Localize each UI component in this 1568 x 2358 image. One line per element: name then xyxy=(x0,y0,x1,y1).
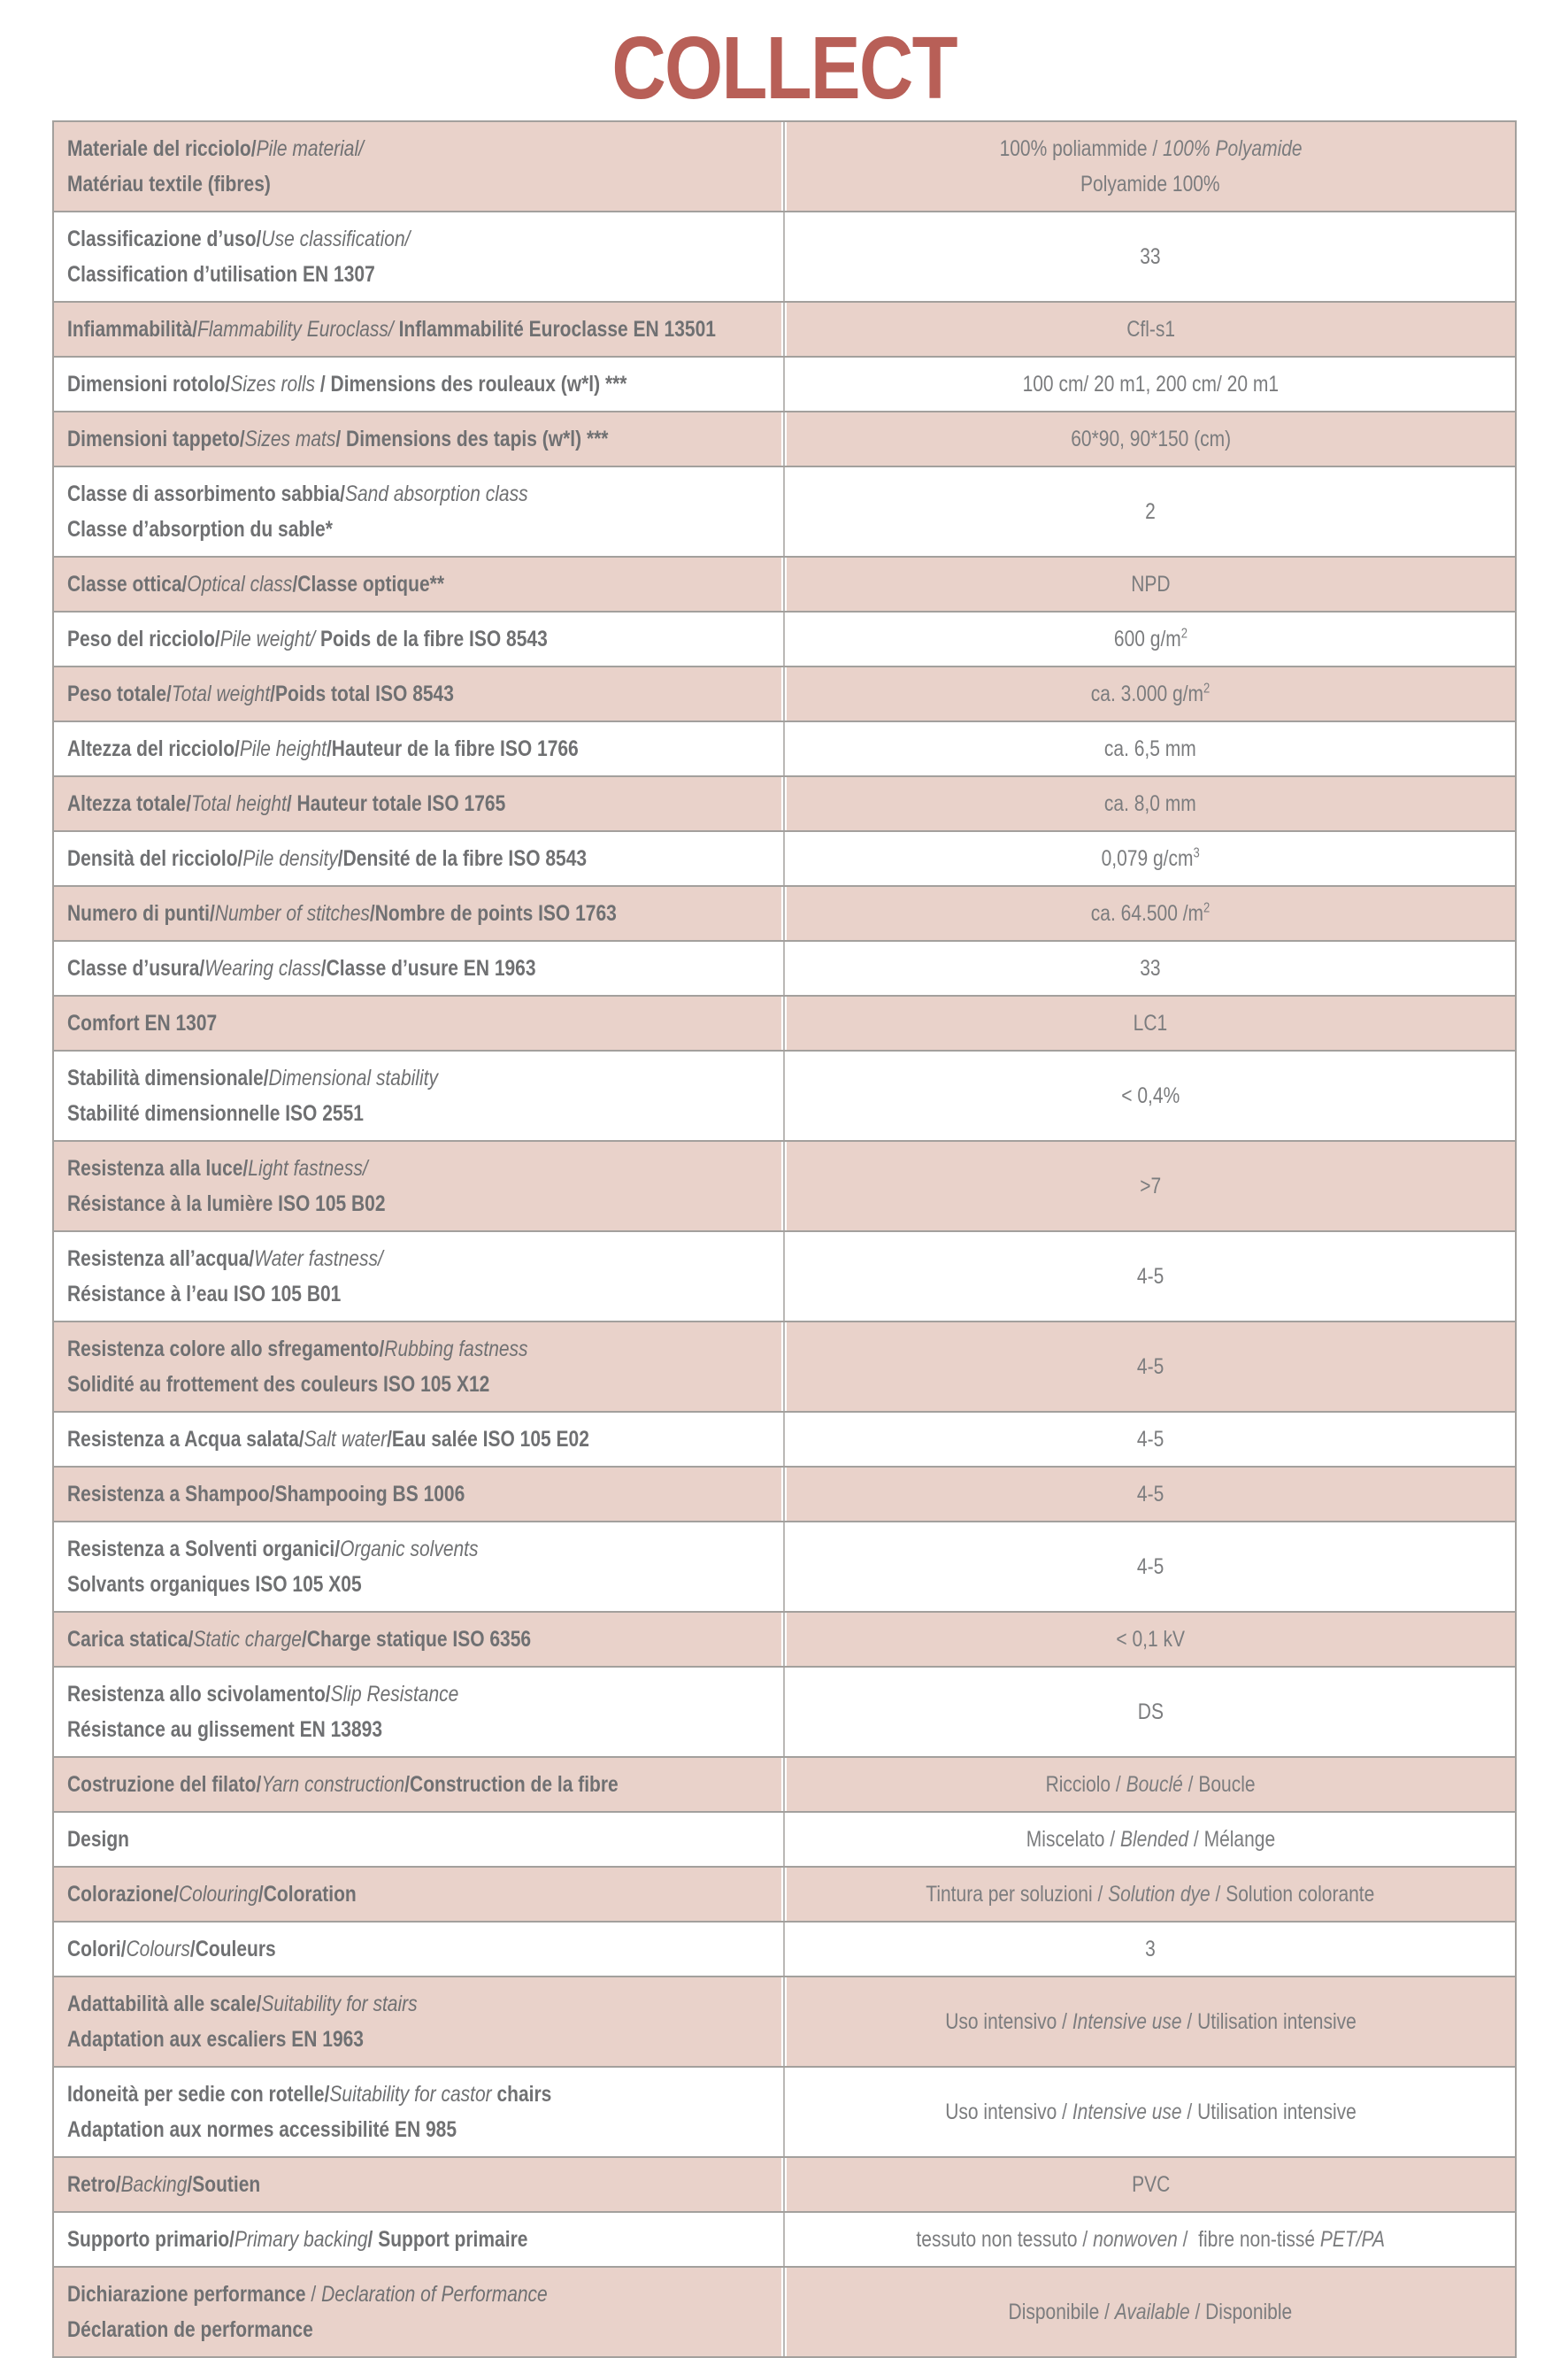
spec-value-cell: ca. 64.500 $/m^2$ xyxy=(787,887,1515,940)
table-row xyxy=(54,212,1515,303)
table-row xyxy=(54,1322,1515,1413)
spec-label-cell: Resistenza a Solventi organici/Organic solvents Solvants organiques ISO 105 X05 xyxy=(66,1537,479,1597)
spec-value-cell: ca. 8,0 mm xyxy=(787,777,1515,830)
spec-value-cell: tessuto non tessuto / nonwoven / fibre non-tissé PET/PA xyxy=(916,2227,1386,2252)
spec-label-cell: Costruzione del filato/Yarn construction/Construction de la fibre xyxy=(54,1758,782,1811)
spec-label-cell: Dichiarazione performance / Declaration of Performance Déclaration de performance xyxy=(54,2268,782,2356)
spec-value-cell: Uso intensivo / Intensive use / Utilisation intensive xyxy=(944,2100,1357,2124)
spec-value-cell: 33 xyxy=(1140,244,1161,269)
spec-value-cell: 100% poliammide / 100% Polyamide Polyamide 100% xyxy=(787,122,1515,211)
table-row xyxy=(54,1413,1515,1468)
spec-value-cell: ca. 6,5 mm xyxy=(1104,736,1197,761)
spec-value-cell: Uso intensivo / Intensive use / Utilisation intensive xyxy=(787,1977,1515,2066)
spec-label-cell: Materiale del ricciolo/Pile material/ Matériau textile (fibres) xyxy=(54,122,782,211)
spec-label-cell: Colorazione/Colouring/Coloration xyxy=(54,1868,782,1921)
table-row xyxy=(54,1052,1515,1142)
spec-label-cell: Altezza del ricciolo/Pile height/Hauteur de la fibre ISO 1766 xyxy=(66,736,579,761)
spec-value-cell: 2 xyxy=(1145,499,1157,524)
spec-value-cell: Disponibile / Available / Disponible xyxy=(787,2268,1515,2356)
spec-label-cell: Carica statica/Static charge/Charge statique ISO 6356 xyxy=(54,1613,782,1666)
table-row xyxy=(54,358,1515,412)
table-row xyxy=(54,2213,1515,2268)
table-row xyxy=(54,887,1515,942)
spec-value-cell: 0,079 $g/cm^3$ xyxy=(1101,845,1200,871)
spec-value-cell: 4-5 xyxy=(1137,1427,1164,1452)
spec-value-cell: >7 xyxy=(787,1142,1515,1230)
table-row xyxy=(54,1668,1515,1758)
spec-value-cell: 60*90, 90*150 (cm) xyxy=(787,412,1515,466)
table-row xyxy=(54,467,1515,558)
spec-label-cell: Densità del ricciolo/Pile density/Densité de la fibre ISO 8543 xyxy=(66,846,587,871)
spec-label-cell: Classificazione d’uso/Use classification/ Classification d’utilisation EN 1307 xyxy=(66,227,410,287)
spec-label-cell: Altezza totale/Total height/ Hauteur totale ISO 1765 xyxy=(54,777,782,830)
spec-label-cell: Stabilità dimensionale/Dimensional stability Stabilité dimensionnelle ISO 2551 xyxy=(66,1066,438,1126)
table-row xyxy=(54,1758,1515,1813)
table-row xyxy=(54,613,1515,667)
table-row xyxy=(54,1232,1515,1322)
spec-value-cell: 3 xyxy=(1145,1937,1157,1961)
spec-value-cell: ca. 3.000 $g/m^2$ xyxy=(787,667,1515,720)
spec-label-cell: Adattabilità alle scale/Suitability for stairs Adaptation aux escaliers EN 1963 xyxy=(54,1977,782,2066)
spec-label-cell: Peso del ricciolo/Pile weight/ Poids de la fibre ISO 8543 xyxy=(66,627,548,651)
table-row xyxy=(54,122,1515,212)
spec-label-cell: Resistenza colore allo sfregamento/Rubbing fastness Solidité au frottement des couleurs ISO 105 X12 xyxy=(54,1322,782,1411)
spec-label-cell: Supporto primario/Primary backing/ Support primaire xyxy=(66,2227,527,2252)
spec-label-cell: Resistenza alla luce/Light fastness/ Résistance à la lumière ISO 105 B02 xyxy=(54,1142,782,1230)
spec-label-cell: Classe ottica/Optical class/Classe optique** xyxy=(54,558,782,611)
spec-label-cell: Dimensioni tappeto/Sizes mats/ Dimensions des tapis (w*l) *** xyxy=(54,412,782,466)
spec-value-cell: 4-5 xyxy=(787,1468,1515,1521)
table-row xyxy=(54,667,1515,722)
spec-label-cell: Idoneità per sedie con rotelle/Suitability for castor chairs Adaptation aux normes accessibilité EN 985 xyxy=(66,2082,551,2142)
spec-value-cell: Cfl-s1 xyxy=(787,303,1515,356)
spec-value-cell: < 0,1 kV xyxy=(787,1613,1515,1666)
spec-value-cell: LC1 xyxy=(787,997,1515,1050)
spec-table xyxy=(52,120,1517,2358)
table-row xyxy=(54,2268,1515,2356)
table-row xyxy=(54,942,1515,997)
spec-value-cell: 4-5 xyxy=(1137,1264,1164,1289)
spec-label-cell: Comfort EN 1307 xyxy=(54,997,782,1050)
spec-label-cell: Peso totale/Total weight/Poids total ISO 8543 xyxy=(54,667,782,720)
spec-label-cell: Resistenza allo scivolamento/Slip Resistance Résistance au glissement EN 13893 xyxy=(66,1682,458,1742)
spec-label-cell: Dimensioni rotolo/Sizes rolls / Dimensions des rouleaux (w*l) *** xyxy=(66,372,626,397)
spec-value-cell: 600 $g/m^2$ xyxy=(1113,626,1188,651)
spec-label-cell: Colori/Colours/Couleurs xyxy=(66,1937,276,1961)
spec-value-cell: Tintura per soluzioni / Solution dye / Solution colorante xyxy=(787,1868,1515,1921)
table-row xyxy=(54,997,1515,1052)
spec-label-cell: Classe d’usura/Wearing class/Classe d’usure EN 1963 xyxy=(66,956,536,981)
spec-value-cell: NPD xyxy=(787,558,1515,611)
table-row xyxy=(54,722,1515,777)
table-row xyxy=(54,777,1515,832)
table-row xyxy=(54,1142,1515,1232)
spec-value-cell: 100 cm/ 20 m1, 200 cm/ 20 m1 xyxy=(1022,372,1279,397)
table-row xyxy=(54,1522,1515,1613)
table-row xyxy=(54,832,1515,887)
table-row xyxy=(54,1613,1515,1668)
table-row xyxy=(54,2068,1515,2158)
spec-label-cell: Infiammabilità/Flammability Euroclass/ Inflammabilité Euroclasse EN 13501 xyxy=(54,303,782,356)
table-row xyxy=(54,1977,1515,2068)
spec-label-cell: Resistenza a Acqua salata/Salt water/Eau salée ISO 105 E02 xyxy=(66,1427,589,1452)
table-row xyxy=(54,1468,1515,1522)
table-row xyxy=(54,412,1515,467)
table-row xyxy=(54,303,1515,358)
spec-value-cell: Miscelato / Blended / Mélange xyxy=(1026,1827,1275,1852)
spec-value-cell: DS xyxy=(1137,1699,1164,1724)
spec-value-cell: 4-5 xyxy=(787,1322,1515,1411)
table-row xyxy=(54,2158,1515,2213)
table-row xyxy=(54,1813,1515,1868)
page-title: COLLECT xyxy=(611,19,957,118)
table-row xyxy=(54,1923,1515,1977)
spec-label-cell: Numero di punti/Number of stitches/Nombre de points ISO 1763 xyxy=(54,887,782,940)
spec-label-cell: Classe di assorbimento sabbia/Sand absorption class Classe d’absorption du sable* xyxy=(66,482,528,542)
spec-value-cell: < 0,4% xyxy=(1121,1083,1180,1108)
spec-value-cell: 33 xyxy=(1140,956,1161,981)
spec-value-cell: 4-5 xyxy=(1137,1554,1164,1579)
table-row xyxy=(54,1868,1515,1923)
spec-label-cell: Design xyxy=(66,1827,129,1852)
spec-value-cell: PVC xyxy=(787,2158,1515,2211)
table-row xyxy=(54,558,1515,613)
spec-label-cell: Retro/Backing/Soutien xyxy=(54,2158,782,2211)
spec-label-cell: Resistenza all’acqua/Water fastness/ Résistance à l’eau ISO 105 B01 xyxy=(66,1246,383,1306)
spec-value-cell: Ricciolo / Bouclé / Boucle xyxy=(787,1758,1515,1811)
spec-label-cell: Resistenza a Shampoo/Shampooing BS 1006 xyxy=(54,1468,782,1521)
